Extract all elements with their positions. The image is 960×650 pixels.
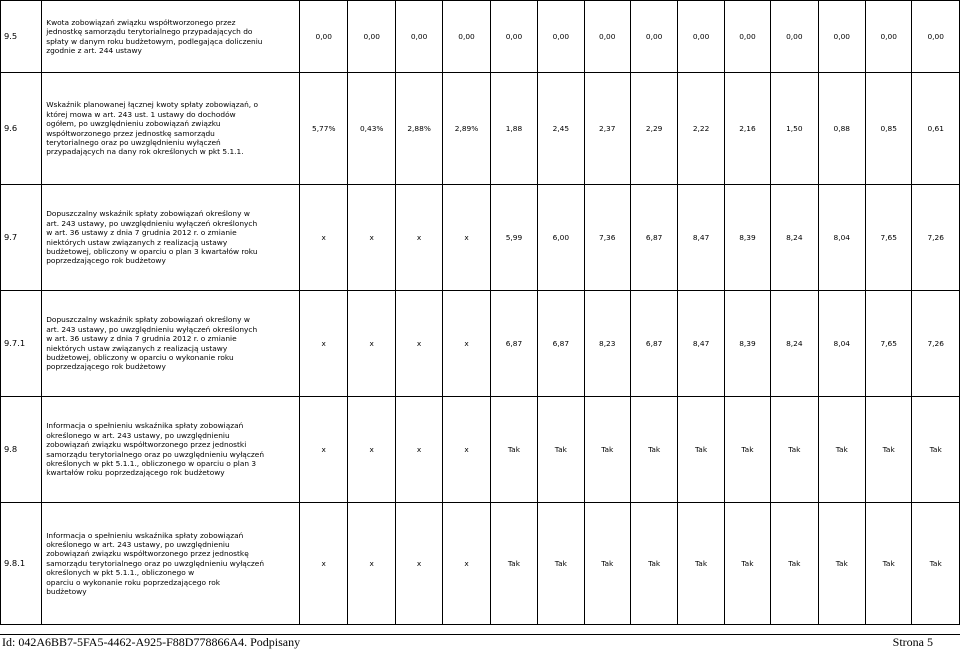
description-line: współtworzonego przez jednostkę samorządu (46, 128, 215, 138)
value-cell: x (395, 185, 442, 291)
row-description (42, 397, 300, 503)
description-line: zobowiązań związku współtworzonego przez jednostki (46, 440, 247, 450)
value-cell: 0,00 (912, 1, 960, 73)
description-line: Kwota zobowiązań związku współtworzonego przez (46, 17, 236, 27)
row-number: 9.8.1 (1, 503, 42, 625)
description-line: w art. 36 ustawy z dnia 7 grudnia 2012 r. o zmianie (46, 334, 237, 344)
row-number: 9.7 (1, 185, 42, 291)
value-cell: 0,00 (584, 1, 630, 73)
value-cell: 2,16 (724, 73, 770, 185)
value-cell: x (300, 291, 348, 397)
value-cell: 2,37 (584, 73, 630, 185)
value-cell: Tak (630, 397, 677, 503)
value-cell: 6,87 (490, 291, 537, 397)
value-cell: 8,23 (584, 291, 630, 397)
value-cell: x (300, 185, 348, 291)
value-cell: 0,00 (678, 1, 724, 73)
row-description (42, 291, 300, 397)
value-cell: 7,36 (584, 185, 630, 291)
value-cell: 0,00 (724, 1, 770, 73)
page-number: Strona 5 (892, 635, 933, 649)
value-cell: 0,88 (818, 73, 865, 185)
table-body (1, 1, 960, 625)
value-cell: Tak (771, 397, 818, 503)
description-line: samorządu terytorialnego oraz po uwzględnieniu wyłączeń (46, 558, 264, 568)
value-cell: 8,04 (818, 185, 865, 291)
document-id: Id: 042A6BB7-5FA5-4462-A925-F88D778866A4. Podpisany (2, 635, 301, 649)
value-cell: Tak (818, 503, 865, 625)
description-line: zgodnie z art. 244 ustawy (46, 45, 142, 55)
value-cell: Tak (584, 503, 630, 625)
description-line: kwartałów roku poprzedzającego rok budżetowy (46, 468, 225, 478)
value-cell: 8,47 (678, 291, 724, 397)
value-cell: x (348, 291, 395, 397)
row-description (42, 1, 300, 73)
value-cell: 2,45 (538, 73, 584, 185)
description-line: Wskaźnik planowanej łącznej kwoty spłaty zobowiązań, o (46, 100, 259, 110)
table-row (1, 73, 960, 185)
value-cell: 2,89% (443, 73, 490, 185)
value-cell: x (348, 185, 395, 291)
value-cell: x (300, 503, 348, 625)
value-cell: x (395, 397, 442, 503)
value-cell: x (300, 397, 348, 503)
description-line: określonych w pkt 5.1.1., obliczonego w (46, 568, 195, 578)
description-line: poprzedzającego rok budżetowy (46, 362, 166, 372)
description-line: budżetowej, obliczony w oparciu o plan 3 kwartałów roku (46, 246, 258, 256)
value-cell: Tak (490, 503, 537, 625)
value-cell: x (348, 397, 395, 503)
description-line: przypadających na dany rok określonych w pkt 5.1.1. (46, 147, 244, 157)
description-line: określonych w pkt 5.1.1., obliczonego w oparciu o plan 3 (46, 458, 257, 468)
value-cell: 0,00 (348, 1, 395, 73)
value-cell: Tak (865, 503, 911, 625)
value-cell: 1,50 (771, 73, 818, 185)
description-line: Dopuszczalny wskaźnik spłaty zobowiązań określony w (46, 315, 250, 325)
description-line: niektórych ustaw związanych z realizacją ustawy (46, 237, 228, 247)
value-cell: x (395, 291, 442, 397)
value-cell: Tak (584, 397, 630, 503)
value-cell: 2,88% (395, 73, 442, 185)
value-cell: 2,22 (678, 73, 724, 185)
description-line: zobowiązań związku współtworzonego przez jednostkę (46, 549, 249, 559)
value-cell: 0,00 (818, 1, 865, 73)
value-cell: x (395, 503, 442, 625)
value-cell: 8,39 (724, 291, 770, 397)
row-number: 9.6 (1, 73, 42, 185)
description-line: Informacja o spełnieniu wskaźnika spłaty zobowiązań (46, 421, 244, 431)
table-row (1, 1, 960, 73)
description-line: art. 243 ustawy, po uwzględnieniu wyłączeń określonych (46, 324, 258, 334)
value-cell: 6,87 (630, 185, 677, 291)
description-line: Informacja o spełnieniu wskaźnika spłaty zobowiązań (46, 530, 244, 540)
value-cell: Tak (912, 397, 960, 503)
description-line: samorządu terytorialnego oraz po uwzględnieniu wyłączeń (46, 449, 264, 459)
value-cell: 8,04 (818, 291, 865, 397)
value-cell: 0,00 (865, 1, 911, 73)
value-cell: Tak (538, 397, 584, 503)
value-cell: 0,61 (912, 73, 960, 185)
value-cell: 0,00 (538, 1, 584, 73)
description-line: określonego w art. 243 ustawy, po uwzględnieniu (46, 539, 230, 549)
value-cell: 7,65 (865, 185, 911, 291)
value-cell: x (348, 503, 395, 625)
row-number: 9.8 (1, 397, 42, 503)
value-cell: 6,87 (630, 291, 677, 397)
value-cell: 7,26 (912, 185, 960, 291)
value-cell: 0,00 (443, 1, 490, 73)
row-description (42, 503, 300, 625)
description-line: ogółem, po uwzględnieniu zobowiązań związku (46, 119, 221, 129)
value-cell: 0,00 (490, 1, 537, 73)
value-cell: x (443, 397, 490, 503)
table-row (1, 397, 960, 503)
value-cell: 0,00 (771, 1, 818, 73)
row-description (42, 185, 300, 291)
value-cell: x (443, 185, 490, 291)
value-cell: 8,24 (771, 185, 818, 291)
description-line: jednostkę samorządu terytorialnego przypadających do (46, 27, 253, 37)
description-line: art. 243 ustawy, po uwzględnieniu wyłączeń określonych (46, 218, 258, 228)
value-cell: Tak (538, 503, 584, 625)
table-row (1, 185, 960, 291)
value-cell: Tak (490, 397, 537, 503)
row-description (42, 73, 300, 185)
value-cell: Tak (912, 503, 960, 625)
value-cell: 2,29 (630, 73, 677, 185)
value-cell: Tak (865, 397, 911, 503)
value-cell: x (443, 503, 490, 625)
table-row (1, 291, 960, 397)
description-line: budżetowej, obliczony w oparciu o wykonanie roku (46, 352, 234, 362)
value-cell: 0,00 (630, 1, 677, 73)
value-cell: Tak (818, 397, 865, 503)
description-line: niektórych ustaw związanych z realizacją ustawy (46, 343, 228, 353)
page-footer (0, 634, 960, 650)
value-cell: 8,39 (724, 185, 770, 291)
value-cell: x (443, 291, 490, 397)
value-cell: Tak (678, 397, 724, 503)
value-cell: Tak (724, 397, 770, 503)
table-row (1, 503, 960, 625)
value-cell: 5,77% (300, 73, 348, 185)
description-line: określonego w art. 243 ustawy, po uwzględnieniu (46, 430, 230, 440)
description-line: terytorialnego oraz po uwzględnieniu wyłączeń (46, 137, 221, 147)
row-number: 9.7.1 (1, 291, 42, 397)
value-cell: 7,26 (912, 291, 960, 397)
value-cell: 7,65 (865, 291, 911, 397)
value-cell: Tak (771, 503, 818, 625)
value-cell: 8,24 (771, 291, 818, 397)
description-line: spłaty w danym roku budżetowym, podlegająca doliczeniu (46, 36, 263, 46)
value-cell: 1,88 (490, 73, 537, 185)
value-cell: 5,99 (490, 185, 537, 291)
description-line: oparciu o wykonanie roku poprzedzającego rok (46, 577, 221, 587)
value-cell: Tak (724, 503, 770, 625)
value-cell: 0,43% (348, 73, 395, 185)
value-cell: Tak (630, 503, 677, 625)
description-line: budżetowy (46, 587, 87, 597)
value-cell: Tak (678, 503, 724, 625)
description-line: której mowa w art. 243 ust. 1 ustawy do dochodów (46, 109, 236, 119)
description-line: Dopuszczalny wskaźnik spłaty zobowiązań określony w (46, 209, 250, 219)
value-cell: 6,87 (538, 291, 584, 397)
description-line: poprzedzającego rok budżetowy (46, 256, 166, 266)
value-cell: 0,00 (300, 1, 348, 73)
value-cell: 0,00 (395, 1, 442, 73)
value-cell: 8,47 (678, 185, 724, 291)
value-cell: 0,85 (865, 73, 911, 185)
description-line: w art. 36 ustawy z dnia 7 grudnia 2012 r. o zmianie (46, 228, 237, 238)
value-cell: 6,00 (538, 185, 584, 291)
row-number: 9.5 (1, 1, 42, 73)
